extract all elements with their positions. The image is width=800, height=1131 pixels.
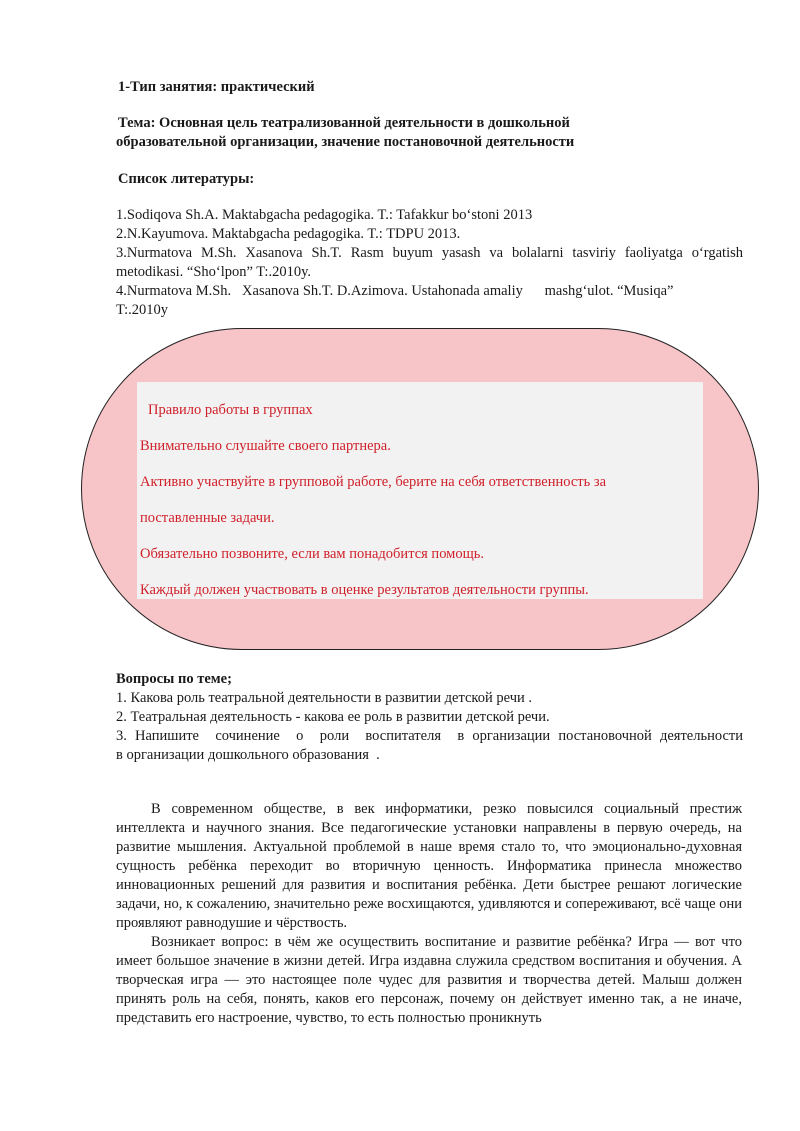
literature-heading: Список литературы: xyxy=(118,171,255,187)
paragraph-1: В современном обществе, в век информатики, резко повысился социальный престиж интеллекта и научного знания. Все педагогические установки направлены в первую очередь, на развитие мышления. Актуальной проблемой в наше время стало то, что эмоционально-духовная сущность ребёнка переходит во вторичную ценность. Информатика принесла множество инновационных решений для развития и воспитания ребёнка. Дети быстрее решают логические задачи, но, к сожалению, значительно реже восхищаются, удивляются и сопереживают, всё чаще они проявляют равнодушие и чёрствость. xyxy=(116,801,742,931)
questions-heading: Вопросы по теме; xyxy=(116,671,232,687)
literature-item-3-cont: metodikasi. “Sho‘lpon” T:.2010y. xyxy=(116,264,312,280)
question-2: 2. Театральная деятельность - какова ее роль в развитии детской речи. xyxy=(116,709,550,725)
topic-line-2: образовательной организации, значение постановочной деятельности xyxy=(116,134,575,150)
rule-4: Каждый должен участвовать в оценке результатов деятельности группы. xyxy=(140,582,589,598)
literature-item-3: 3.Nurmatova M.Sh. Xasanova Sh.T. Rasm buyum yasash va bolalarni tasviriy faoliyatga o‘rgatish xyxy=(116,245,743,261)
rule-2: Активно участвуйте в групповой работе, берите на себя ответственность за xyxy=(140,474,607,490)
rule-1: Внимательно слушайте своего партнера. xyxy=(140,438,391,454)
questions xyxy=(116,670,743,765)
rules-title: Правило работы в группах xyxy=(148,402,313,418)
question-1: 1. Какова роль театральной деятельности в развитии детской речи . xyxy=(116,690,532,706)
literature-item-4: 4.Nurmatova M.Sh. Xasanova Sh.T. D.Azimova. Ustahonada amaliy mashg‘ulot. “Musiqa” xyxy=(116,283,674,299)
literature-item-1: 1.Sodiqova Sh.A. Maktabgacha pedagogika. T.: Tafakkur bo‘stoni 2013 xyxy=(116,207,533,223)
literature-item-2: 2.N.Kayumova. Maktabgacha pedagogika. T.: TDPU 2013. xyxy=(116,226,461,242)
topic-line-1: Тема: Основная цель театрализованной деятельности в дошкольной xyxy=(118,115,570,131)
literature-list xyxy=(116,206,743,320)
rule-2-cont: поставленные задачи. xyxy=(140,510,275,526)
lesson-type: 1-Тип занятия: практический xyxy=(118,79,315,95)
paragraph-2: Возникает вопрос: в чём же осуществить воспитание и развитие ребёнка? Игра — вот что имеет большое значение в жизни детей. Игра издавна служила средством воспитания и обучения. А творческая игра — это настоящее поле чудес для развития и творчества детей. Малыш должен принять роль на себя, понять, каков его персонаж, почему он действует именно так, а не иначе, представить его настроение, чувство, то есть полностью проникнуть xyxy=(116,934,742,1026)
question-3-cont: в организации дошкольного образования . xyxy=(116,747,380,763)
body-text xyxy=(116,800,742,1028)
topic xyxy=(116,114,742,152)
rule-3: Обязательно позвоните, если вам понадобится помощь. xyxy=(140,546,484,562)
literature-item-4-cont: T:.2010y xyxy=(116,302,169,318)
question-3: 3. Напишите сочинение о роли воспитателя в организации постановочной деятельности xyxy=(116,728,743,744)
